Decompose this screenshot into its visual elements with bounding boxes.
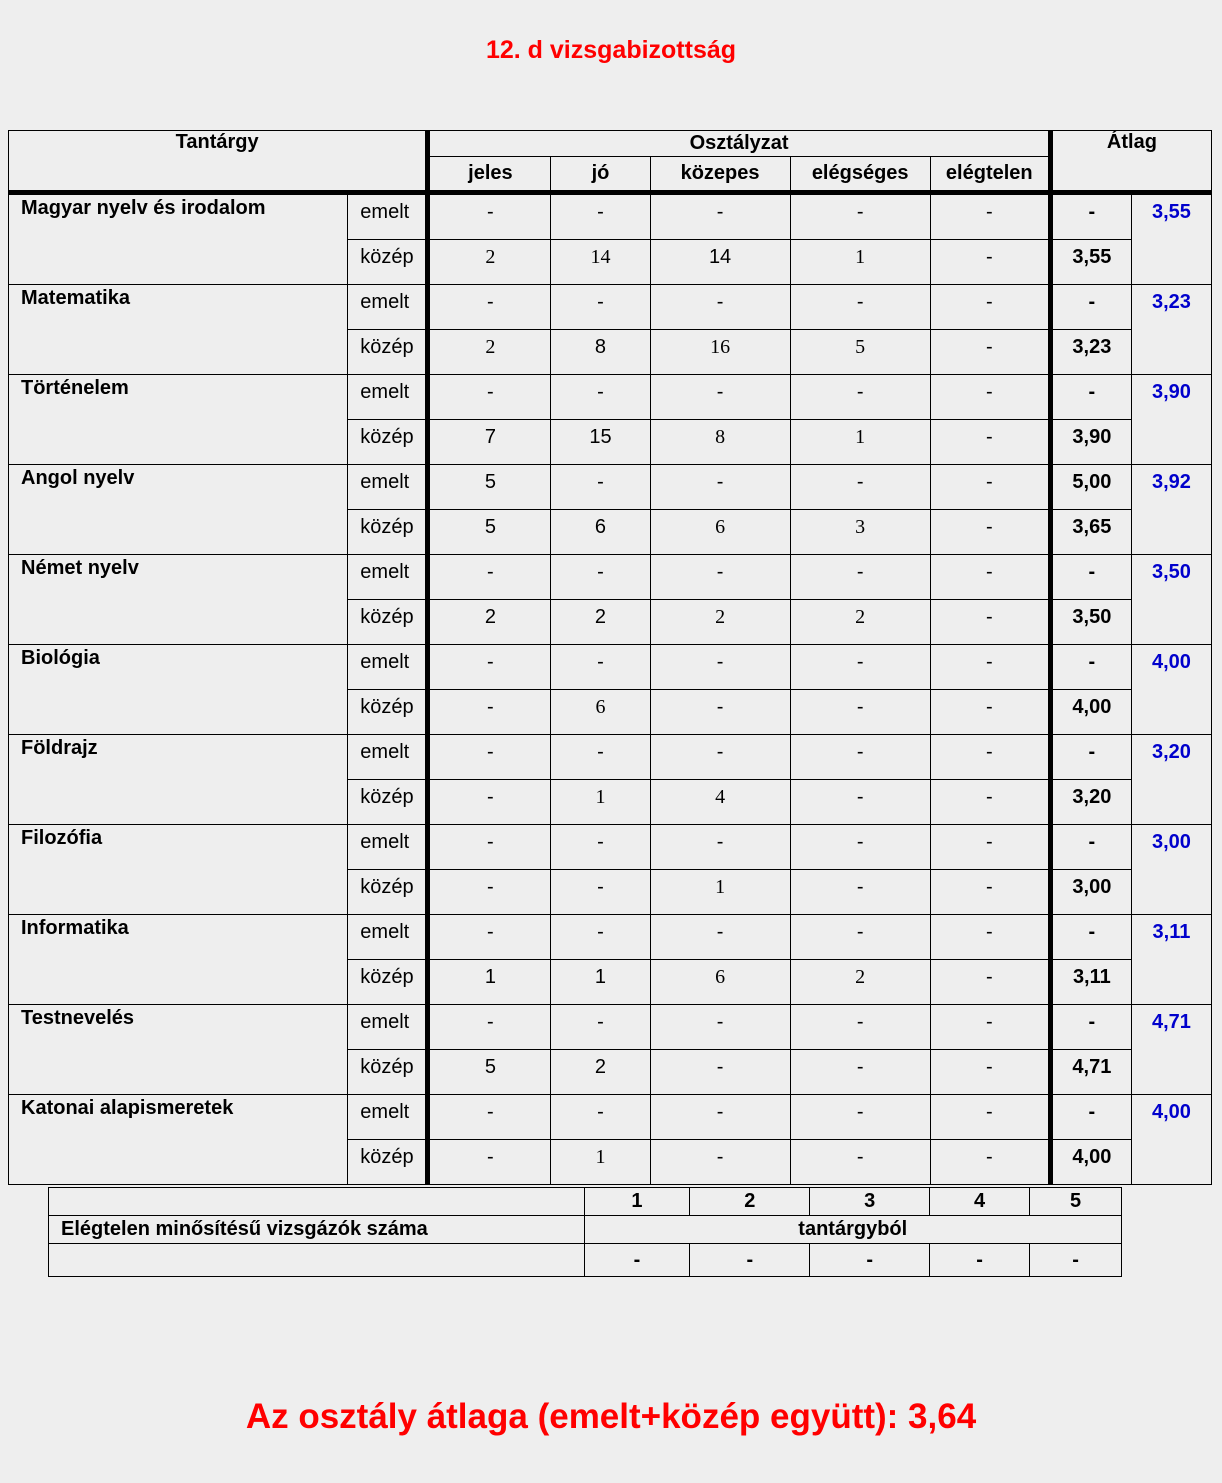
grade-count: -: [428, 285, 551, 330]
grade-count: -: [790, 1095, 930, 1140]
failures-col-0: 1: [584, 1188, 690, 1216]
grade-count: 6: [551, 510, 650, 555]
table-row: [9, 1095, 1212, 1140]
level-label: emelt: [348, 555, 428, 600]
level-average: -: [1050, 555, 1131, 600]
subject-name: Biológia: [9, 645, 348, 735]
grade-count: -: [650, 690, 790, 735]
failures-value: -: [810, 1244, 930, 1277]
grade-count: -: [551, 1005, 650, 1050]
failures-label: Elégtelen minősítésű vizsgázók száma: [49, 1216, 585, 1244]
grade-count: -: [428, 735, 551, 780]
grade-count: 2: [790, 960, 930, 1005]
grade-count: 2: [551, 600, 650, 645]
table-row: [9, 555, 1212, 600]
grade-count: 1: [551, 1140, 650, 1185]
grade-count: -: [930, 1140, 1050, 1185]
table-row: [9, 375, 1212, 420]
level-label: emelt: [348, 735, 428, 780]
level-label: emelt: [348, 465, 428, 510]
level-label: emelt: [348, 375, 428, 420]
grade-count: -: [790, 465, 930, 510]
grade-count: -: [428, 645, 551, 690]
level-label: közép: [348, 960, 428, 1005]
level-average: -: [1050, 1095, 1131, 1140]
subject-name: Matematika: [9, 285, 348, 375]
grade-count: -: [428, 555, 551, 600]
header-grade-2: közepes: [650, 157, 790, 193]
grade-count: -: [790, 375, 930, 420]
grade-count: -: [930, 1095, 1050, 1140]
failures-blank: [49, 1244, 585, 1277]
subject-average: 3,50: [1131, 555, 1211, 645]
table-row: [9, 825, 1212, 870]
grade-count: 14: [650, 240, 790, 285]
level-label: közép: [348, 510, 428, 555]
level-average: 3,00: [1050, 870, 1131, 915]
grade-count: -: [790, 915, 930, 960]
failures-table: [48, 1187, 1122, 1277]
grade-count: -: [428, 193, 551, 240]
grade-count: -: [551, 735, 650, 780]
grade-count: -: [790, 825, 930, 870]
grade-count: 14: [551, 240, 650, 285]
grade-count: -: [930, 465, 1050, 510]
level-average: -: [1050, 1005, 1131, 1050]
level-label: emelt: [348, 285, 428, 330]
grade-count: -: [930, 240, 1050, 285]
grade-count: -: [790, 1050, 930, 1095]
subject-average: 3,92: [1131, 465, 1211, 555]
grade-count: -: [790, 645, 930, 690]
subject-name: Német nyelv: [9, 555, 348, 645]
grade-count: -: [930, 600, 1050, 645]
subject-average: 4,00: [1131, 645, 1211, 735]
grade-count: -: [650, 1050, 790, 1095]
grade-count: 1: [551, 960, 650, 1005]
grade-count: 15: [551, 420, 650, 465]
grade-count: 1: [650, 870, 790, 915]
level-average: 4,71: [1050, 1050, 1131, 1095]
grade-count: -: [930, 870, 1050, 915]
level-label: közép: [348, 1050, 428, 1095]
level-average: 3,55: [1050, 240, 1131, 285]
subject-average: 3,90: [1131, 375, 1211, 465]
level-average: -: [1050, 645, 1131, 690]
grade-count: 2: [428, 240, 551, 285]
failures-col-3: 4: [930, 1188, 1030, 1216]
grade-count: 5: [428, 465, 551, 510]
grade-count: -: [930, 915, 1050, 960]
grade-count: -: [930, 193, 1050, 240]
grade-count: -: [650, 1140, 790, 1185]
level-label: közép: [348, 690, 428, 735]
grade-count: -: [790, 555, 930, 600]
subject-name: Angol nyelv: [9, 465, 348, 555]
failures-col-1: 2: [690, 1188, 810, 1216]
grade-count: -: [551, 645, 650, 690]
grade-count: 1: [551, 780, 650, 825]
grade-count: 5: [428, 510, 551, 555]
subject-name: Történelem: [9, 375, 348, 465]
grade-count: -: [650, 645, 790, 690]
header-average: Átlag: [1050, 131, 1211, 193]
level-label: közép: [348, 1140, 428, 1185]
grade-count: -: [790, 1140, 930, 1185]
subject-average: 3,20: [1131, 735, 1211, 825]
level-label: közép: [348, 330, 428, 375]
grade-count: -: [650, 1095, 790, 1140]
level-label: emelt: [348, 825, 428, 870]
grade-count: 2: [551, 1050, 650, 1095]
grade-count: -: [551, 555, 650, 600]
grade-count: -: [930, 420, 1050, 465]
level-average: 4,00: [1050, 1140, 1131, 1185]
level-average: 3,23: [1050, 330, 1131, 375]
table-row: [9, 915, 1212, 960]
grade-count: 5: [428, 1050, 551, 1095]
level-label: emelt: [348, 1095, 428, 1140]
level-average: -: [1050, 375, 1131, 420]
subject-name: Magyar nyelv és irodalom: [9, 193, 348, 285]
failures-value: -: [1030, 1244, 1122, 1277]
level-label: emelt: [348, 193, 428, 240]
subject-name: Földrajz: [9, 735, 348, 825]
grade-count: 4: [650, 780, 790, 825]
subject-average: 3,00: [1131, 825, 1211, 915]
header-grade-0: jeles: [428, 157, 551, 193]
grade-count: 16: [650, 330, 790, 375]
grade-count: 2: [790, 600, 930, 645]
header-grade-1: jó: [551, 157, 650, 193]
level-average: -: [1050, 193, 1131, 240]
grade-count: -: [551, 465, 650, 510]
grade-count: -: [930, 780, 1050, 825]
grade-count: -: [790, 1005, 930, 1050]
failures-value: -: [690, 1244, 810, 1277]
grade-count: 6: [650, 960, 790, 1005]
level-average: 4,00: [1050, 690, 1131, 735]
grade-count: -: [551, 375, 650, 420]
header-grade: Osztályzat: [428, 131, 1050, 157]
grade-count: -: [930, 960, 1050, 1005]
grade-count: 7: [428, 420, 551, 465]
page-title: 12. d vizsgabizottság: [485, 36, 737, 64]
failures-value: -: [930, 1244, 1030, 1277]
grade-count: 2: [650, 600, 790, 645]
grade-count: 3: [790, 510, 930, 555]
subject-average: 3,55: [1131, 193, 1211, 285]
level-label: közép: [348, 420, 428, 465]
grade-count: -: [930, 1050, 1050, 1095]
table-row: [9, 285, 1212, 330]
grade-count: -: [650, 555, 790, 600]
grade-count: -: [551, 1095, 650, 1140]
header-subject: Tantárgy: [9, 131, 428, 193]
grade-count: -: [428, 1140, 551, 1185]
table-row: [9, 735, 1212, 780]
grade-count: -: [930, 555, 1050, 600]
grade-count: -: [790, 690, 930, 735]
grade-count: -: [428, 1095, 551, 1140]
level-label: közép: [348, 780, 428, 825]
subject-name: Informatika: [9, 915, 348, 1005]
table-row: [9, 193, 1212, 240]
grade-count: -: [650, 285, 790, 330]
grade-count: -: [930, 825, 1050, 870]
grade-count: -: [551, 193, 650, 240]
failures-col-2: 3: [810, 1188, 930, 1216]
grade-count: -: [790, 870, 930, 915]
grade-count: -: [650, 735, 790, 780]
subject-average: 3,23: [1131, 285, 1211, 375]
grade-count: -: [930, 690, 1050, 735]
grade-count: -: [650, 825, 790, 870]
grade-count: -: [428, 825, 551, 870]
level-label: közép: [348, 240, 428, 285]
table-row: [9, 645, 1212, 690]
grade-count: -: [930, 735, 1050, 780]
results-table: [8, 130, 1212, 1185]
level-label: emelt: [348, 915, 428, 960]
grade-count: -: [551, 870, 650, 915]
grade-count: -: [650, 375, 790, 420]
grade-count: -: [428, 1005, 551, 1050]
grade-count: -: [428, 915, 551, 960]
failures-sublabel: tantárgyból: [584, 1216, 1122, 1244]
grade-count: 1: [790, 420, 930, 465]
grade-count: -: [930, 285, 1050, 330]
class-average-summary: Az osztály átlaga (emelt+közép együtt): 3,64: [245, 1397, 977, 1436]
grade-count: 2: [428, 330, 551, 375]
grade-count: -: [790, 193, 930, 240]
level-average: 3,50: [1050, 600, 1131, 645]
grade-count: -: [551, 915, 650, 960]
grade-count: -: [790, 735, 930, 780]
grade-count: -: [790, 285, 930, 330]
level-label: közép: [348, 600, 428, 645]
level-average: 3,20: [1050, 780, 1131, 825]
subject-average: 3,11: [1131, 915, 1211, 1005]
grade-count: 8: [650, 420, 790, 465]
level-label: emelt: [348, 645, 428, 690]
subject-name: Testnevelés: [9, 1005, 348, 1095]
header-grade-4: elégtelen: [930, 157, 1050, 193]
grade-count: -: [428, 870, 551, 915]
grade-count: -: [930, 510, 1050, 555]
failures-col-4: 5: [1030, 1188, 1122, 1216]
grade-count: -: [930, 1005, 1050, 1050]
grade-count: -: [930, 375, 1050, 420]
grade-count: -: [428, 780, 551, 825]
level-label: emelt: [348, 1005, 428, 1050]
level-average: -: [1050, 735, 1131, 780]
grade-count: 2: [428, 600, 551, 645]
level-average: -: [1050, 915, 1131, 960]
grade-count: -: [428, 375, 551, 420]
level-average: -: [1050, 285, 1131, 330]
failures-corner: [49, 1188, 585, 1216]
header-grade-3: elégséges: [790, 157, 930, 193]
grade-count: 8: [551, 330, 650, 375]
table-row: [9, 1005, 1212, 1050]
grade-count: -: [930, 330, 1050, 375]
grade-count: 6: [551, 690, 650, 735]
grade-count: -: [650, 1005, 790, 1050]
subject-name: Katonai alapismeretek: [9, 1095, 348, 1185]
table-row: [9, 465, 1212, 510]
grade-count: 1: [790, 240, 930, 285]
grade-count: -: [428, 690, 551, 735]
level-average: 3,90: [1050, 420, 1131, 465]
level-label: közép: [348, 870, 428, 915]
level-average: 3,65: [1050, 510, 1131, 555]
grade-count: -: [790, 780, 930, 825]
grade-count: 1: [428, 960, 551, 1005]
grade-count: -: [650, 193, 790, 240]
grade-count: -: [551, 825, 650, 870]
grade-count: 6: [650, 510, 790, 555]
grade-count: -: [650, 465, 790, 510]
grade-count: 5: [790, 330, 930, 375]
level-average: 3,11: [1050, 960, 1131, 1005]
grade-count: -: [650, 915, 790, 960]
subject-name: Filozófia: [9, 825, 348, 915]
grade-count: -: [930, 645, 1050, 690]
subject-average: 4,71: [1131, 1005, 1211, 1095]
subject-average: 4,00: [1131, 1095, 1211, 1185]
grade-count: -: [551, 285, 650, 330]
failures-value: -: [584, 1244, 690, 1277]
level-average: -: [1050, 825, 1131, 870]
level-average: 5,00: [1050, 465, 1131, 510]
